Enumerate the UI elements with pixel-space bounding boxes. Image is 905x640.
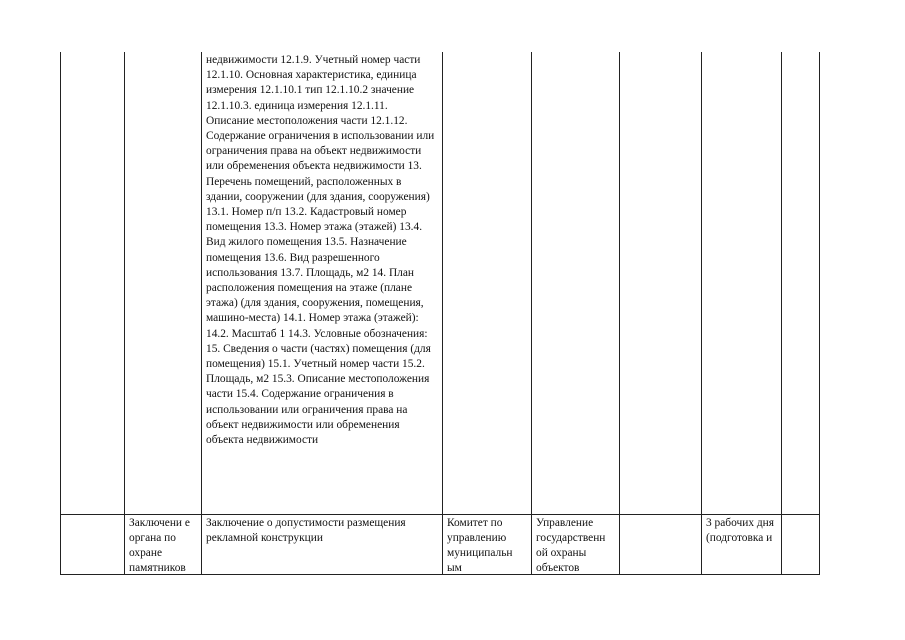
cell-document-name: Заключени е органа по охране памятников <box>125 514 202 574</box>
service-table <box>60 52 820 575</box>
cell-col1 <box>61 52 125 514</box>
cell-col8 <box>782 52 820 514</box>
cell-document-contents: недвижимости 12.1.9. Учетный номер части 12.1.10. Основная характеристика, единица измерения 12.1.10.1 тип 12.1.10.2 значение 12.1.10.3. единица измерения 12.1.11. Описание местоположения части 12.1.12. Содержание ограничения в использовании или ограничения права на объект недвижимости или обременения объекта недвижимости 13. Перечень помещений, расположенных в здании, сооружении (для здания, сооружения) 13.1. Номер п/п 13.2. Кадастровый номер помещения 13.3. Номер этажа (этажей) 13.4. Вид жилого помещения 13.5. Назначение помещения 13.6. Вид разрешенного использования 13.7. Площадь, м2 14. План расположения помещения на этаже (плане этажа) (для здания, сооружения, помещения, машино-места) 14.1. Номер этажа (этажей): 14.2. Масштаб 1 14.3. Условные обозначения: 15. Сведения о части (частях) помещения (для помещения) 15.1. Учетный номер части 15.2. Площадь, м2 15.3. Описание местоположения части 15.4. Содержание ограничения в использовании или ограничения права на объект недвижимости или обременения объекта недвижимости <box>202 52 443 514</box>
cell-col6 <box>620 514 702 574</box>
cell-deadline: 3 рабочих дня (подготовка и <box>702 514 782 574</box>
cell-col8 <box>782 514 820 574</box>
cell-col2 <box>125 52 202 514</box>
cell-col7 <box>702 52 782 514</box>
table-row <box>61 52 820 514</box>
cell-col5 <box>532 52 620 514</box>
cell-requesting-body: Комитет по управлению муниципальн ым <box>443 514 532 574</box>
table-row <box>61 514 820 574</box>
cell-document-contents: Заключение о допустимости размещения рекламной конструкции <box>202 514 443 574</box>
cell-col6 <box>620 52 702 514</box>
cell-responding-body: Управление государственн ой охраны объектов <box>532 514 620 574</box>
cell-col1 <box>61 514 125 574</box>
cell-col4 <box>443 52 532 514</box>
